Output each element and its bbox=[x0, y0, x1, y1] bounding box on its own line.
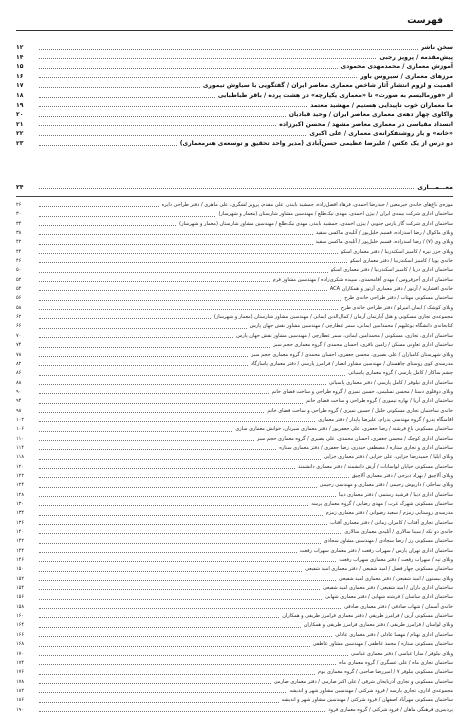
project-entry[interactable] bbox=[16, 612, 453, 621]
entry-title: ویلای تپه / سهراب رفعت / دفتر معماری سهراب رفعت bbox=[339, 557, 453, 564]
project-entry[interactable] bbox=[16, 631, 453, 640]
entry-page-number: ۴۴ bbox=[16, 248, 22, 255]
leader-dots bbox=[39, 365, 248, 366]
entry-page-number: ۵۸ bbox=[16, 304, 22, 311]
entry-page-number: ۱۴۴ bbox=[16, 547, 25, 554]
entry-title: آموزش معماری / محمدمهدی محمودی bbox=[340, 63, 453, 71]
main-toc-list bbox=[16, 43, 453, 149]
entry-page-number: ۱۲ bbox=[16, 44, 24, 51]
leader-dots bbox=[39, 533, 341, 534]
leader-dots bbox=[39, 318, 211, 319]
leader-dots bbox=[39, 477, 349, 478]
entry-page-number: ۱۰۲ bbox=[16, 416, 25, 423]
entry-page-number: ۱۶۶ bbox=[16, 631, 25, 638]
entry-title: ساختمان اداری دریا / کامبیز اسکندرنیا / دفتر معماری اسکو bbox=[330, 267, 453, 274]
project-entry[interactable] bbox=[16, 621, 453, 630]
leader-dots bbox=[39, 272, 328, 273]
project-entry[interactable] bbox=[16, 416, 453, 425]
entry-title: خانه‌ی آسمان / شهاب صادقی / دفتر معماری صادقی bbox=[344, 603, 453, 610]
entry-page-number: ۴۶ bbox=[16, 258, 22, 265]
leader-dots bbox=[39, 664, 336, 665]
entry-page-number: ۱۵۶ bbox=[16, 594, 25, 601]
leader-dots bbox=[39, 561, 336, 562]
entry-page-number: ۱۷۶ bbox=[16, 669, 25, 676]
leader-dots bbox=[39, 106, 307, 107]
entry-title: اهمیت و لزوم انتشار آثار شاخص معماری معاصر ایران / گفتگویی با سیاوش تیموری bbox=[202, 82, 453, 90]
leader-dots bbox=[39, 337, 233, 338]
entry-page-number: ۶۶ bbox=[16, 323, 22, 330]
entry-page-number: ۱۶ bbox=[16, 72, 24, 80]
project-entry[interactable] bbox=[16, 397, 453, 406]
toc-entry[interactable] bbox=[16, 72, 453, 82]
project-entry[interactable] bbox=[16, 678, 453, 687]
entry-page-number: ۸۲ bbox=[16, 360, 22, 367]
leader-dots bbox=[39, 375, 345, 376]
entry-page-number: ۹۰ bbox=[16, 388, 22, 395]
entry-page-number: ۷۸ bbox=[16, 351, 22, 358]
project-entry[interactable] bbox=[16, 351, 453, 360]
project-entry[interactable] bbox=[16, 584, 453, 593]
entry-page-number: ۱۷۴ bbox=[16, 659, 25, 666]
entry-title: ساختمان اداری، تجاری، مسکونی / محمدامین ایمانی، سمر عطارچی / مهندسین مشاور نقش جهان پارس bbox=[236, 332, 453, 339]
leader-dots bbox=[39, 384, 326, 385]
entry-page-number: ۱۲۲ bbox=[16, 472, 25, 479]
entry-page-number: ۷۰ bbox=[16, 332, 22, 339]
entry-title: ویلای دوقلوی دستا / محسن تسلیمی، حسین تمیزی / گروه طراحی و ساخت فضای خانم bbox=[271, 388, 453, 395]
entry-page-number: ۵۴ bbox=[16, 286, 22, 293]
project-entry[interactable] bbox=[16, 388, 453, 397]
project-entry[interactable] bbox=[16, 210, 453, 219]
entry-page-number: ۱۵۰ bbox=[16, 566, 25, 573]
leader-dots bbox=[39, 403, 303, 404]
entry-title: خانه‌ی پویا / کامبیز اسکندرنیا / دفتر معماری اسکو bbox=[350, 258, 453, 265]
entry-page-number: ۱۱۰ bbox=[16, 435, 25, 442]
entry-title: ویلای ایلیا / حمیدرضا خزایی، علی خزایی / دفتر معماری خزایی bbox=[323, 454, 453, 461]
entry-title: ساختمان اداری ساسان / فرشته شهابی / دفتر معماری شهابی bbox=[325, 594, 453, 601]
entry-page-number: ۲۳ bbox=[16, 139, 24, 147]
entry-title: ویلای شهرستان کامیاران / علی بصیری، محسن جعفری، احسان محمدی / گروه معماری حجم سبز bbox=[251, 351, 453, 358]
leader-dots bbox=[39, 135, 306, 136]
entry-page-number: ۱۱۴ bbox=[16, 444, 25, 451]
leader-dots bbox=[39, 683, 271, 684]
entry-page-number: ۲۱ bbox=[16, 120, 24, 128]
projects-toc-list bbox=[16, 201, 453, 715]
entry-title: ساختمان اداری آریا / بهاره تیموری / گروه طراحی و ساخت فضای خانم bbox=[305, 398, 453, 405]
section-divider bbox=[16, 196, 453, 197]
entry-title: ساختمان مسکونی شهرک غرب / مهدی رضایی / گروه معماری پرسه bbox=[311, 501, 453, 507]
entry-title: اقامتگاه پدرو / گروه مهندسی پدرام، علیرضا پایدار / دفتر معماری bbox=[318, 416, 453, 423]
leader-dots bbox=[39, 599, 322, 600]
leader-dots bbox=[39, 515, 323, 516]
entry-title: ساختمان اداری تعاونی مسکن / رامین باقری، احسان محمدی / گروه معماری حجم سبز bbox=[273, 342, 453, 349]
leader-dots bbox=[39, 216, 215, 217]
leader-dots bbox=[39, 328, 247, 329]
projects-heading-label: معـــمـــاری bbox=[417, 184, 453, 191]
entry-title: ساختمان مسکونی نیلوفر ۷ / امیررضا صاحبی / گروه معماری بوم bbox=[318, 669, 453, 676]
leader-dots bbox=[39, 646, 310, 647]
entry-page-number: ۱۲۰ bbox=[16, 463, 25, 470]
entry-title: ساختمان مسکونی خیابان لواسانات / آرش دانشمند / دفتر معماری دانشمند bbox=[298, 463, 453, 470]
leader-dots bbox=[39, 711, 325, 712]
leader-dots bbox=[39, 459, 321, 460]
entry-title: ساختمان اداری شرکت گاز پارس جنوبی / بیژن احمدی، جمشید بایندر، مهدی نیک‌طلع / مهندسین مشاور شارستان (معمار و شهرساز) bbox=[179, 220, 453, 227]
entry-page-number: ۱۹ bbox=[16, 101, 24, 109]
leader-dots bbox=[39, 608, 341, 609]
entry-title: موزه‌ی باغ‌های خانه‌ی خبرمعین / حیدرضا احمدی، فرهاد افضل‌زاده، جمشید بایندر، علی مقدم، پرویز لشگری، علی ماهری / دفتر طراحی دایره bbox=[161, 202, 453, 208]
project-entry[interactable] bbox=[16, 379, 453, 388]
leader-dots bbox=[39, 347, 270, 348]
entry-page-number: ۱۷۸ bbox=[16, 678, 25, 685]
project-entry[interactable] bbox=[16, 266, 453, 275]
project-entry[interactable] bbox=[16, 668, 453, 677]
entry-title: از «فورمالیسم به صورت» تا «معماری یکپارچه» در هشت پرده / باقر طباطبایی bbox=[217, 91, 453, 99]
entry-page-number: ۱۶۴ bbox=[16, 622, 25, 629]
leader-dots bbox=[39, 309, 338, 310]
project-entry[interactable] bbox=[16, 556, 453, 565]
leader-dots bbox=[39, 524, 327, 525]
leader-dots bbox=[39, 702, 279, 703]
entry-page-number: ۲۲ bbox=[16, 130, 24, 138]
entry-title: ویلای ساحلی / داریوش رحیمی / دفتر معماری و مهندسی رحیمی bbox=[319, 482, 453, 489]
project-entry[interactable] bbox=[16, 257, 453, 266]
leader-dots bbox=[39, 571, 302, 572]
leader-dots bbox=[39, 300, 341, 301]
entry-title: چشم ساکار / کامل پارسی / گروه معماری پاسیاتی bbox=[348, 370, 453, 377]
entry-page-number: ۹۸ bbox=[16, 407, 22, 414]
entry-page-number: ۳۴ bbox=[16, 220, 22, 227]
entry-title: خانه‌ی دو تکه / سینا سالاری / آتلیه‌ی معماری سالاری bbox=[344, 529, 453, 536]
projects-section-heading[interactable] bbox=[16, 183, 453, 192]
project-entry[interactable] bbox=[16, 640, 453, 649]
entry-title: ساختمان مسکونی باغ فرشته / رضا جعفری، علی جعفرپور / دفتر معماری سیرتان، خوانش معماری سازی bbox=[235, 426, 453, 433]
entry-page-number: ۵۰ bbox=[16, 267, 22, 274]
toc-entry[interactable] bbox=[16, 53, 453, 63]
project-entry[interactable] bbox=[16, 304, 453, 313]
entry-page-number: ۲۰ bbox=[16, 111, 24, 119]
leader-dots bbox=[39, 412, 264, 413]
project-entry[interactable] bbox=[16, 687, 453, 696]
entry-title: واکاوی چهار دهه‌ی معماری معاصر ایران / وحید قبادیان bbox=[288, 111, 453, 119]
toc-entry[interactable] bbox=[16, 139, 453, 149]
entry-title: کتابخانه‌ی دانشگاه بوعلیهم / محمدامین ایمانی، سمر عطارچی / مهندسین مشاور نقش جهان پارس bbox=[249, 323, 453, 330]
leader-dots bbox=[39, 87, 200, 88]
project-entry[interactable] bbox=[16, 463, 453, 472]
entry-title: ساختمان مسکونی و تجاری آذربایجان شرقی / علی اکبر صارمی / دفتر معماری صارمی bbox=[273, 678, 453, 685]
entry-page-number: ۱۳۰ bbox=[16, 501, 25, 507]
project-entry[interactable] bbox=[16, 201, 453, 210]
projects-heading-page: ۲۴ bbox=[16, 184, 24, 191]
project-entry[interactable] bbox=[16, 565, 453, 574]
leader-dots bbox=[39, 589, 320, 590]
entry-page-number: ۶۲ bbox=[16, 314, 22, 321]
entry-title: ویلای آلاچیق / بهزاد دیزجی / دفتر معماری آلاچیق bbox=[351, 472, 453, 479]
project-entry[interactable] bbox=[16, 481, 453, 490]
project-entry[interactable] bbox=[16, 276, 453, 285]
entry-title: مدرسه‌ی روستایی زمزم / سعید رضوانی / دفتر معماری زمزم bbox=[325, 510, 453, 517]
leader-dots bbox=[39, 468, 295, 469]
entry-title: ویلای بیستون / امید شفیعی / دفتر معماری امید شفیعی bbox=[338, 575, 453, 582]
project-entry[interactable] bbox=[16, 491, 453, 500]
project-entry[interactable] bbox=[16, 229, 453, 238]
entry-title: مرزهای معماری / سیروس باور bbox=[360, 72, 453, 80]
toc-entry[interactable] bbox=[16, 81, 453, 91]
entry-title: ساختمان تجاری ماه / علی عسگری / گروه معماری ماه bbox=[339, 659, 453, 666]
entry-page-number: ۱۳۶ bbox=[16, 519, 25, 526]
leader-dots bbox=[39, 543, 321, 544]
entry-page-number: ۱۳۴ bbox=[16, 510, 25, 517]
project-entry[interactable] bbox=[16, 248, 453, 257]
project-entry[interactable] bbox=[16, 238, 453, 247]
entry-page-number: ۱۵ bbox=[16, 63, 24, 71]
leader-dots bbox=[39, 692, 286, 693]
entry-title: ساختمان اداری نیلوفر / کامل پارسی / دفتر معماری پاسیاتی bbox=[328, 379, 453, 386]
entry-title: ساختمان اداری بهنام / مهسا عادلی / دفتر معماری عادلی bbox=[335, 631, 453, 638]
toc-entry[interactable] bbox=[16, 101, 453, 111]
entry-page-number: ۹۴ bbox=[16, 398, 22, 405]
entry-title: ساختمان اداری تهران پارس / سهراب رفعت / دفتر معماری سهراب رفعت bbox=[299, 547, 453, 554]
leader-dots bbox=[39, 145, 177, 146]
entry-title: ویلای لواسان / فرامرز طریقی / دفتر معماری فرامرز طریقی و همکاران bbox=[303, 622, 453, 629]
project-entry[interactable] bbox=[16, 322, 453, 331]
leader-dots bbox=[39, 188, 414, 189]
entry-title: ما معماران خوب ناپیدایی هستیم / مهشید معتمد bbox=[310, 101, 453, 109]
entry-page-number: ۸۸ bbox=[16, 379, 22, 386]
leader-dots bbox=[39, 636, 332, 637]
entry-page-number: ۱۰۶ bbox=[16, 426, 25, 433]
leader-dots bbox=[39, 552, 297, 553]
entry-page-number: ۱۴ bbox=[16, 53, 24, 61]
entry-page-number: ۱۵۴ bbox=[16, 585, 25, 592]
leader-dots bbox=[39, 627, 301, 628]
toc-entry[interactable] bbox=[16, 91, 453, 101]
entry-title: پیش‌مقدمه / پرویز رجبی bbox=[379, 53, 453, 61]
entry-page-number: ۱۷۰ bbox=[16, 650, 25, 657]
entry-title: ساختمان مسکونی ستاره / محمد عاطفی / مهندسین مشاور عاطفی bbox=[312, 641, 453, 648]
project-entry[interactable] bbox=[16, 603, 453, 612]
project-entry[interactable] bbox=[16, 659, 453, 668]
toc-entry[interactable] bbox=[16, 110, 453, 120]
entry-page-number: ۱۴۰ bbox=[16, 529, 25, 536]
entry-page-number: ۷۴ bbox=[16, 342, 22, 349]
toc-entry[interactable] bbox=[16, 120, 453, 130]
project-entry[interactable] bbox=[16, 500, 453, 509]
entry-title: ساختمان اداری باران / امید شفیعی / دفتر معماری امید شفیعی bbox=[322, 585, 453, 592]
project-entry[interactable] bbox=[16, 220, 453, 229]
project-entry[interactable] bbox=[16, 575, 453, 584]
project-entry[interactable] bbox=[16, 341, 453, 350]
entry-page-number: ۳۸ bbox=[16, 230, 22, 237]
leader-dots bbox=[39, 116, 286, 117]
page-title: فهرست bbox=[407, 16, 443, 26]
leader-dots bbox=[39, 655, 348, 656]
leader-dots bbox=[39, 496, 336, 497]
leader-dots bbox=[39, 393, 269, 394]
entry-title: مجموعه‌ی اداری، تجاری پارسه / فرود شرکتی / مهندسین مشاور شهر و اندیشه bbox=[289, 687, 453, 694]
entry-page-number: ۱۴۲ bbox=[16, 538, 25, 545]
entry-title: ساختمان اداری و تجاری ستاره / مصطفی حیدری، رضا جعفری / دفتر معماری ستاره bbox=[279, 444, 453, 451]
project-entry[interactable] bbox=[16, 547, 453, 556]
leader-dots bbox=[39, 77, 357, 78]
entry-title: ساختمان تجاری آفتاب / کامران زمانی / دفتر معماری آفتاب bbox=[330, 519, 453, 526]
leader-dots bbox=[39, 421, 315, 422]
toc-entry[interactable] bbox=[16, 62, 453, 72]
entry-page-number: ۲۶ bbox=[16, 202, 22, 208]
entry-page-number: ۱۵۲ bbox=[16, 575, 25, 582]
leader-dots bbox=[39, 262, 347, 263]
project-entry[interactable] bbox=[16, 509, 453, 518]
entry-title: ساختمان اداری شرکت بیمه‌ی ایران / بیژن احمدی، مهدی نیک‌طلع / مهندسین مشاور شارستان (معمار و شهرساز) bbox=[218, 211, 453, 218]
project-entry[interactable] bbox=[16, 696, 453, 705]
leader-dots bbox=[39, 356, 248, 357]
entry-page-number: ۱۶۸ bbox=[16, 641, 25, 648]
leader-dots bbox=[39, 281, 270, 282]
leader-dots bbox=[39, 49, 418, 50]
leader-dots bbox=[39, 674, 315, 675]
entry-title: مجموعه‌ی تجاری مسکونی و هتل آپارتمان آرمان / کمال‌الدین ایمانی / مهندسین مشاور شارستان (معمار و شهرساز) bbox=[213, 314, 453, 321]
entry-title: «خانه» و بار روشنفکرانه‌ی معماری / علی اکبری bbox=[309, 130, 453, 138]
project-entry[interactable] bbox=[16, 650, 453, 659]
leader-dots bbox=[39, 58, 376, 59]
entry-title: خانه‌ی افشاریه / آرتور / دفتر معماری آرتور و همکاران ACA bbox=[329, 286, 453, 293]
entry-page-number: ۱۸۶ bbox=[16, 697, 25, 704]
leader-dots bbox=[39, 253, 338, 254]
project-entry[interactable] bbox=[16, 706, 453, 715]
project-entry[interactable] bbox=[16, 425, 453, 434]
leader-dots bbox=[39, 225, 176, 226]
entry-page-number: ۱۴۶ bbox=[16, 557, 25, 564]
entry-title: ساختمان مسکونی مهرآباد اصفهان / فرود شرکتی / مهندسین مشاور شهر و اندیشه bbox=[281, 697, 453, 704]
entry-title: ویلای نیلوفر / سارا عباسی / دفتر معماری عباسی bbox=[350, 650, 453, 657]
entry-title: خانه‌ی ساختمان تجاری مسکونی خلیل / حسین تمیزی / گروه طراحی و ساخت فضای خانم bbox=[267, 407, 453, 414]
entry-page-number: ۱۱۸ bbox=[16, 454, 25, 461]
entry-title: انسداد مقیاسی در معماری معاصر مشهد / محسن اکبرزاده bbox=[279, 120, 453, 128]
project-entry[interactable] bbox=[16, 332, 453, 341]
entry-title: ساختمان مسکونی آرین / فرامرز طریقی / دفتر معماری فرامرز طریقی و همکاران bbox=[282, 613, 453, 620]
leader-dots bbox=[39, 617, 279, 618]
entry-title: ویلای ماکوال / رضا اسدزاده، قسیم خلیل‌پور / آتلیه‌ی ماکسن سقید bbox=[315, 230, 453, 237]
project-entry[interactable] bbox=[16, 369, 453, 378]
entry-title: ساختمان اداری کوچک / محسن جعفری، احسان محمدی، علی بصیری / گروه معماری حجم سبز bbox=[256, 435, 453, 442]
project-entry[interactable] bbox=[16, 294, 453, 303]
leader-dots bbox=[39, 449, 276, 450]
entry-page-number: ۱۵۸ bbox=[16, 603, 25, 610]
project-entry[interactable] bbox=[16, 472, 453, 481]
entry-title: ساختمان مسکونی مهتاب / دفتر طراحی خانه‌ی طرح bbox=[344, 295, 453, 302]
project-entry[interactable] bbox=[16, 537, 453, 546]
entry-page-number: ۱۲۸ bbox=[16, 491, 25, 498]
entry-title: پردیس‌ی فرهنگی ماهان / فرود شرکتی / گروه معماری فرود bbox=[328, 706, 453, 713]
leader-dots bbox=[39, 487, 317, 488]
entry-page-number: ۱۸ bbox=[16, 91, 24, 99]
leader-dots bbox=[39, 431, 232, 432]
project-entry[interactable] bbox=[16, 360, 453, 369]
toc-entry[interactable] bbox=[16, 43, 453, 53]
leader-dots bbox=[39, 97, 215, 98]
entry-page-number: ۵۶ bbox=[16, 295, 22, 302]
project-entry[interactable] bbox=[16, 444, 453, 453]
entry-title: ساختمان اداری آجزفروس / مهدی آقامحمدی، سپیده شکری‌زاده / مهندسین مشاور فرم bbox=[272, 276, 453, 283]
entry-page-number: ۱۲۴ bbox=[16, 482, 25, 489]
project-entry[interactable] bbox=[16, 528, 453, 537]
leader-dots bbox=[39, 290, 327, 291]
project-entry[interactable] bbox=[16, 453, 453, 462]
entry-page-number: ۳۰ bbox=[16, 211, 22, 218]
header-divider bbox=[16, 30, 453, 31]
entry-page-number: ۱۸۲ bbox=[16, 687, 25, 694]
leader-dots bbox=[39, 206, 159, 207]
project-entry[interactable] bbox=[16, 285, 453, 294]
entry-title: ساختمان مسکونی چهار فصل / امید شفیعی / دفتر معماری امید شفیعی bbox=[305, 566, 453, 573]
leader-dots bbox=[39, 68, 338, 69]
project-entry[interactable] bbox=[16, 407, 453, 416]
leader-dots bbox=[39, 234, 313, 235]
leader-dots bbox=[39, 505, 308, 506]
entry-title: ساختمان اداری دیبا / فرشید رستمی / دفتر معماری دیبا bbox=[338, 491, 453, 498]
entry-page-number: ۸۶ bbox=[16, 370, 22, 377]
entry-title: سخن ناشر bbox=[420, 44, 453, 51]
leader-dots bbox=[39, 440, 254, 441]
project-entry[interactable] bbox=[16, 519, 453, 528]
entry-title: ویلای وی (۷) / رضا اسدزاده، قسیم خلیل‌پور / آتلیه‌ی ماکسن سقید bbox=[315, 239, 453, 246]
entry-page-number: ۵۲ bbox=[16, 276, 22, 283]
entry-title: مدرسه‌ی کوی روستای چاهستان / مهندسین مشاور انصار / فرامرز پارسی / دفتر معماری پاسارگاد bbox=[250, 360, 453, 367]
entry-page-number: ۱۷ bbox=[16, 82, 24, 90]
leader-dots bbox=[39, 125, 276, 126]
project-entry[interactable] bbox=[16, 593, 453, 602]
entry-title: ویلای خزر تیره / کامبیز اسکندرنیا / دفتر معماری اسکو bbox=[340, 248, 453, 255]
project-entry[interactable] bbox=[16, 435, 453, 444]
leader-dots bbox=[39, 244, 313, 245]
entry-page-number: ۱۹۰ bbox=[16, 706, 25, 713]
entry-page-number: ۱۶۰ bbox=[16, 613, 25, 620]
entry-title: دو درس از یک عکس / علیرضا عظیمی حسن‌آبادی (مدیر واحد تحقیق و توسعه‌ی هنرمعماری) bbox=[179, 139, 453, 147]
entry-title: ویلای کوشک / ایمان امیرلو / دفتر طراحی خانه‌ی طرح bbox=[340, 304, 453, 311]
entry-title: ساختمان مسکونی رز / رضا سجادی / مهندسین مشاور سجادی bbox=[323, 538, 453, 545]
project-entry[interactable] bbox=[16, 313, 453, 322]
entry-page-number: ۴۲ bbox=[16, 239, 22, 246]
toc-entry[interactable] bbox=[16, 129, 453, 139]
leader-dots bbox=[39, 580, 336, 581]
